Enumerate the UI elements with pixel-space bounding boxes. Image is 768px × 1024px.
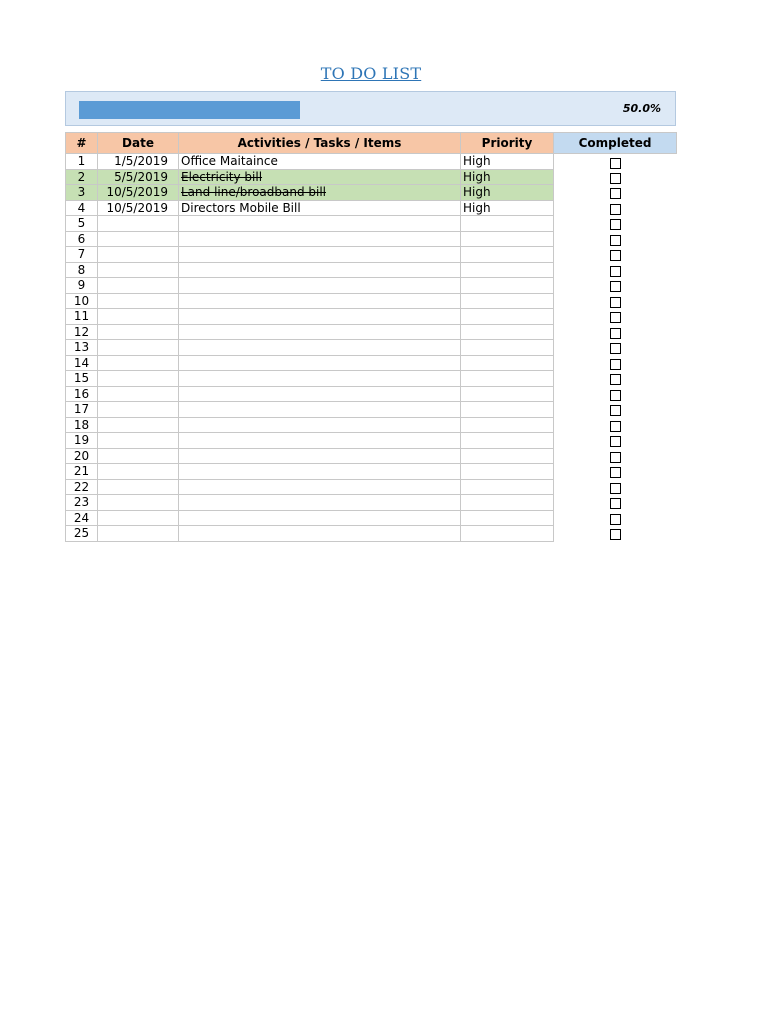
row-number: 24 <box>66 510 98 526</box>
row-completed-cell <box>554 386 677 402</box>
row-task[interactable] <box>179 247 461 263</box>
row-date[interactable]: 1/5/2019 <box>98 154 179 170</box>
row-task[interactable] <box>179 278 461 294</box>
row-completed-cell <box>554 479 677 495</box>
row-number: 17 <box>66 402 98 418</box>
row-priority[interactable] <box>461 324 554 340</box>
row-priority[interactable]: High <box>461 200 554 216</box>
table-row <box>66 417 677 433</box>
row-priority[interactable]: High <box>461 154 554 170</box>
table-row <box>66 154 677 170</box>
completed-checkbox[interactable] <box>610 250 621 261</box>
row-priority[interactable] <box>461 278 554 294</box>
completed-checkbox[interactable] <box>610 498 621 509</box>
row-task[interactable] <box>179 293 461 309</box>
row-number: 19 <box>66 433 98 449</box>
row-date[interactable] <box>98 495 179 511</box>
row-priority[interactable]: High <box>461 185 554 201</box>
completed-checkbox[interactable] <box>610 436 621 447</box>
row-completed-cell <box>554 185 677 201</box>
row-number: 6 <box>66 231 98 247</box>
row-number: 14 <box>66 355 98 371</box>
table-row <box>66 355 677 371</box>
row-date[interactable]: 10/5/2019 <box>98 200 179 216</box>
row-priority[interactable] <box>461 309 554 325</box>
row-task[interactable] <box>179 386 461 402</box>
row-completed-cell <box>554 371 677 387</box>
table-row <box>66 262 677 278</box>
row-priority[interactable] <box>461 402 554 418</box>
row-priority[interactable] <box>461 464 554 480</box>
row-date[interactable] <box>98 510 179 526</box>
row-priority[interactable] <box>461 433 554 449</box>
row-number: 20 <box>66 448 98 464</box>
table-header-row <box>66 133 677 154</box>
page-title: TO DO LIST <box>320 64 422 83</box>
row-priority[interactable] <box>461 247 554 263</box>
row-priority[interactable] <box>461 355 554 371</box>
table-body <box>66 154 677 542</box>
row-completed-cell <box>554 417 677 433</box>
row-number: 7 <box>66 247 98 263</box>
table-row <box>66 309 677 325</box>
row-number: 10 <box>66 293 98 309</box>
column-header-number: # <box>66 133 98 154</box>
table-row <box>66 433 677 449</box>
row-task[interactable] <box>179 309 461 325</box>
row-date[interactable] <box>98 262 179 278</box>
row-number: 21 <box>66 464 98 480</box>
row-priority[interactable] <box>461 417 554 433</box>
row-completed-cell <box>554 309 677 325</box>
row-task[interactable] <box>179 479 461 495</box>
row-completed-cell <box>554 495 677 511</box>
row-task[interactable] <box>179 495 461 511</box>
column-header-priority: Priority <box>461 133 554 154</box>
row-task[interactable] <box>179 355 461 371</box>
table-row <box>66 278 677 294</box>
row-task[interactable] <box>179 185 461 201</box>
row-number: 11 <box>66 309 98 325</box>
row-task[interactable] <box>179 417 461 433</box>
row-completed-cell <box>554 200 677 216</box>
table-row <box>66 293 677 309</box>
completed-checkbox[interactable] <box>610 359 621 370</box>
row-number: 22 <box>66 479 98 495</box>
progress-bar <box>79 101 521 119</box>
progress-percent: 50.0% <box>622 102 661 115</box>
row-date[interactable] <box>98 231 179 247</box>
row-completed-cell <box>554 324 677 340</box>
row-priority[interactable] <box>461 448 554 464</box>
row-date[interactable]: 5/5/2019 <box>98 169 179 185</box>
row-task[interactable] <box>179 262 461 278</box>
row-task[interactable] <box>179 324 461 340</box>
completed-checkbox[interactable] <box>610 405 621 416</box>
row-number: 2 <box>66 169 98 185</box>
row-priority[interactable] <box>461 386 554 402</box>
row-date[interactable] <box>98 464 179 480</box>
table-row <box>66 169 677 185</box>
row-completed-cell <box>554 293 677 309</box>
table-row <box>66 200 677 216</box>
row-number: 13 <box>66 340 98 356</box>
row-number: 18 <box>66 417 98 433</box>
todo-table <box>65 132 677 542</box>
row-date[interactable] <box>98 355 179 371</box>
row-task[interactable] <box>179 200 461 216</box>
row-completed-cell <box>554 169 677 185</box>
row-number: 15 <box>66 371 98 387</box>
completed-checkbox[interactable] <box>610 312 621 323</box>
row-task[interactable] <box>179 402 461 418</box>
row-priority[interactable] <box>461 495 554 511</box>
row-number: 5 <box>66 216 98 232</box>
row-date[interactable] <box>98 293 179 309</box>
row-date[interactable] <box>98 433 179 449</box>
row-task-text: Office Maitaince <box>181 154 278 169</box>
completed-checkbox[interactable] <box>610 219 621 230</box>
table-row <box>66 340 677 356</box>
row-date[interactable] <box>98 309 179 325</box>
row-completed-cell <box>554 464 677 480</box>
table-row <box>66 495 677 511</box>
row-date[interactable] <box>98 247 179 263</box>
row-priority[interactable]: High <box>461 169 554 185</box>
completed-checkbox[interactable] <box>610 158 621 169</box>
row-date[interactable] <box>98 526 179 542</box>
table-row <box>66 231 677 247</box>
row-priority[interactable] <box>461 510 554 526</box>
row-task[interactable] <box>179 448 461 464</box>
completed-checkbox[interactable] <box>610 173 621 184</box>
table-row <box>66 526 677 542</box>
row-number: 16 <box>66 386 98 402</box>
row-completed-cell <box>554 278 677 294</box>
table-row <box>66 402 677 418</box>
row-task[interactable] <box>179 371 461 387</box>
completed-checkbox[interactable] <box>610 452 621 463</box>
completed-checkbox[interactable] <box>610 328 621 339</box>
row-priority[interactable] <box>461 216 554 232</box>
row-completed-cell <box>554 231 677 247</box>
progress-panel <box>65 91 676 126</box>
row-task[interactable] <box>179 154 461 170</box>
row-task-text: Land line/broadband bill <box>181 185 327 200</box>
completed-checkbox[interactable] <box>610 529 621 540</box>
table-row <box>66 464 677 480</box>
completed-checkbox[interactable] <box>610 266 621 277</box>
row-completed-cell <box>554 262 677 278</box>
row-date[interactable] <box>98 278 179 294</box>
row-date[interactable] <box>98 216 179 232</box>
column-header-task: Activities / Tasks / Items <box>179 133 461 154</box>
row-date[interactable] <box>98 402 179 418</box>
row-completed-cell <box>554 433 677 449</box>
completed-checkbox[interactable] <box>610 343 621 354</box>
row-task[interactable] <box>179 231 461 247</box>
row-completed-cell <box>554 510 677 526</box>
table-row <box>66 371 677 387</box>
row-number: 9 <box>66 278 98 294</box>
completed-checkbox[interactable] <box>610 281 621 292</box>
row-task-text: Electricity bill <box>181 169 263 184</box>
completed-checkbox[interactable] <box>610 390 621 401</box>
row-number: 1 <box>66 154 98 170</box>
row-completed-cell <box>554 340 677 356</box>
table-row <box>66 510 677 526</box>
table-row <box>66 479 677 495</box>
completed-checkbox[interactable] <box>610 235 621 246</box>
row-priority[interactable] <box>461 231 554 247</box>
row-task[interactable] <box>179 169 461 185</box>
completed-checkbox[interactable] <box>610 297 621 308</box>
row-date[interactable] <box>98 417 179 433</box>
row-task[interactable] <box>179 464 461 480</box>
row-priority[interactable] <box>461 262 554 278</box>
table-row <box>66 324 677 340</box>
completed-checkbox[interactable] <box>610 514 621 525</box>
row-number: 4 <box>66 200 98 216</box>
table-row <box>66 247 677 263</box>
row-priority[interactable] <box>461 293 554 309</box>
row-date[interactable] <box>98 448 179 464</box>
row-completed-cell <box>554 402 677 418</box>
row-priority[interactable] <box>461 526 554 542</box>
completed-checkbox[interactable] <box>610 483 621 494</box>
row-task[interactable] <box>179 433 461 449</box>
row-date[interactable] <box>98 386 179 402</box>
progress-bar-fill <box>79 101 300 119</box>
row-completed-cell <box>554 154 677 170</box>
completed-checkbox[interactable] <box>610 204 621 215</box>
row-number: 3 <box>66 185 98 201</box>
row-priority[interactable] <box>461 340 554 356</box>
row-task[interactable] <box>179 216 461 232</box>
row-completed-cell <box>554 448 677 464</box>
row-task[interactable] <box>179 526 461 542</box>
row-number: 25 <box>66 526 98 542</box>
table-row <box>66 448 677 464</box>
table-row <box>66 185 677 201</box>
row-completed-cell <box>554 355 677 371</box>
completed-checkbox[interactable] <box>610 188 621 199</box>
row-number: 23 <box>66 495 98 511</box>
table-row <box>66 386 677 402</box>
table-row <box>66 216 677 232</box>
row-date[interactable] <box>98 479 179 495</box>
completed-checkbox[interactable] <box>610 467 621 478</box>
column-header-date: Date <box>98 133 179 154</box>
row-number: 12 <box>66 324 98 340</box>
row-number: 8 <box>66 262 98 278</box>
row-date[interactable] <box>98 324 179 340</box>
completed-checkbox[interactable] <box>610 421 621 432</box>
column-header-completed: Completed <box>554 133 677 154</box>
row-priority[interactable] <box>461 479 554 495</box>
row-date[interactable] <box>98 371 179 387</box>
row-task-text: Directors Mobile Bill <box>181 200 301 215</box>
row-task[interactable] <box>179 510 461 526</box>
row-date[interactable] <box>98 340 179 356</box>
row-task[interactable] <box>179 340 461 356</box>
row-date[interactable]: 10/5/2019 <box>98 185 179 201</box>
row-completed-cell <box>554 247 677 263</box>
completed-checkbox[interactable] <box>610 374 621 385</box>
row-completed-cell <box>554 216 677 232</box>
row-priority[interactable] <box>461 371 554 387</box>
row-completed-cell <box>554 526 677 542</box>
